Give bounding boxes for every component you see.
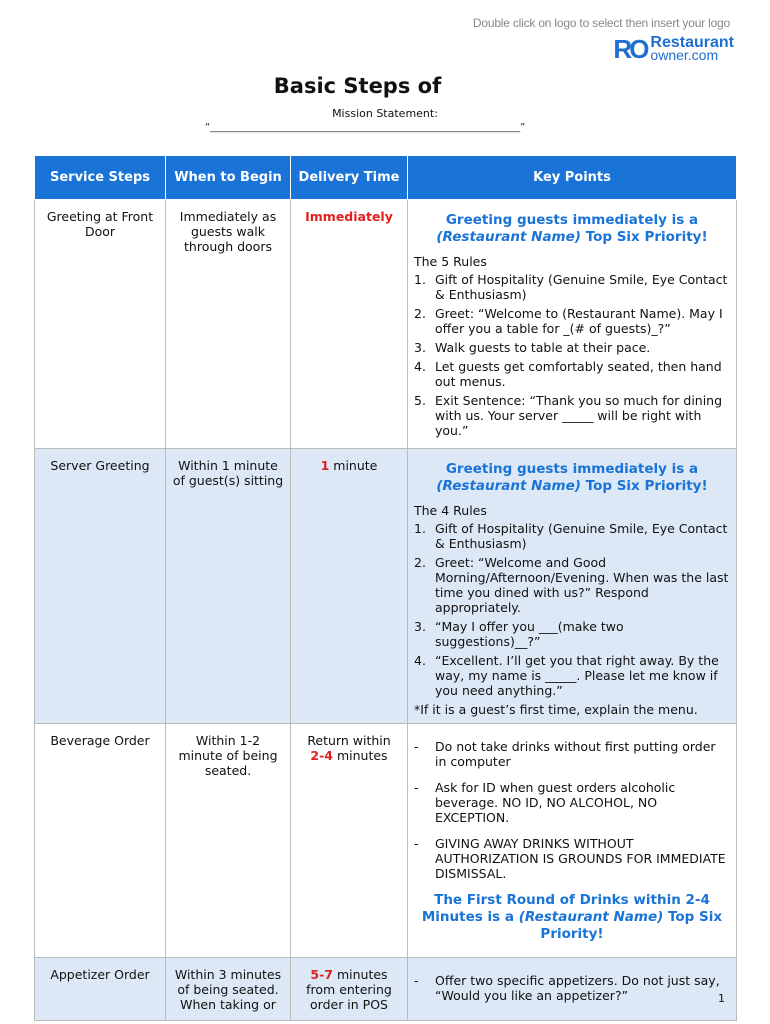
service-step-cell: Server Greeting [35, 449, 166, 724]
delivery-time-rest: minutes from entering order in POS [306, 967, 392, 1012]
list-item: 2. Greet: “Welcome to (Restaurant Name). May I offer you a table for _(# of guests)_?” [414, 306, 723, 336]
logo-hint-text: Double click on logo to select then insert your logo [472, 16, 730, 30]
list-item: - Do not take drinks without first putting order in computer [414, 739, 716, 769]
service-steps-table [34, 155, 737, 1021]
when-to-begin-cell: Within 1 minute of guest(s) sitting [166, 449, 291, 724]
list-item: 4. Let guests get comfortably seated, then hand out menus. [414, 359, 722, 389]
first-time-note: *If it is a guest’s first time, explain the menu. [414, 702, 698, 717]
bullet-list [414, 973, 730, 1003]
table-row [35, 724, 737, 958]
delivery-time-pre: Return within [307, 733, 391, 748]
logo-line-1: Restaurant [650, 34, 734, 51]
restaurant-name-placeholder: (Restaurant Name) [518, 909, 664, 925]
header-delivery-time: Delivery Time [291, 156, 408, 200]
when-to-begin-cell: Within 3 minutes of being seated. When taking or [166, 958, 291, 1021]
rules-subtitle: The 4 Rules [414, 503, 487, 518]
key-points-cell [408, 958, 737, 1021]
priority-heading: Greeting guests immediately is a (Restaurant Name) Top Six Priority! [436, 461, 708, 494]
delivery-time-cell [291, 958, 408, 1021]
list-item: 3. “May I offer you ___(make two suggestions)__?” [414, 619, 624, 649]
header-service-steps: Service Steps [35, 156, 166, 200]
table-row [35, 449, 737, 724]
bullet-list [414, 739, 730, 881]
when-to-begin-cell: Immediately as guests walk through doors [166, 200, 291, 449]
rules-list [414, 521, 730, 698]
rules-list [414, 272, 730, 438]
delivery-time-cell [291, 449, 408, 724]
service-step-cell: Greeting at Front Door [35, 200, 166, 449]
service-step-cell: Beverage Order [35, 724, 166, 958]
list-item: 1. Gift of Hospitality (Genuine Smile, Eye Contact & Enthusiasm) [414, 521, 728, 551]
priority-heading: Greeting guests immediately is a (Restaurant Name) Top Six Priority! [436, 212, 708, 245]
table-header-row [35, 156, 737, 200]
header-when-to-begin: When to Begin [166, 156, 291, 200]
delivery-time-rest: minute [329, 458, 378, 473]
list-item: - GIVING AWAY DRINKS WITHOUT AUTHORIZATION IS GROUNDS FOR IMMEDIATE DISMISSAL. [414, 836, 726, 881]
mission-statement-blank: “______________________________________________________________” [205, 122, 526, 133]
list-item: - Offer two specific appetizers. Do not just say, “Would you like an appetizer?” [414, 973, 720, 1003]
service-step-cell: Appetizer Order [35, 958, 166, 1021]
list-item: 5. Exit Sentence: “Thank you so much for dining with us. Your server _____ will be right with you.” [414, 393, 723, 438]
rules-subtitle: The 5 Rules [414, 254, 487, 269]
company-logo[interactable] [613, 36, 734, 62]
delivery-time-cell [291, 724, 408, 958]
key-points-cell [408, 449, 737, 724]
logo-mark-icon: RO [613, 34, 647, 64]
priority-heading: The First Round of Drinks within 2-4 Minutes is a (Restaurant Name) Top Six Priority! [421, 892, 723, 942]
delivery-time-rest: minutes [333, 748, 388, 763]
delivery-time-highlight: Immediately [305, 209, 393, 224]
key-points-cell [408, 724, 737, 958]
restaurant-name-placeholder: (Restaurant Name) [436, 229, 581, 245]
delivery-time-cell [291, 200, 408, 449]
delivery-time-highlight: 5-7 [310, 967, 333, 982]
delivery-time-highlight: 2-4 [310, 748, 333, 763]
table-row [35, 200, 737, 449]
table-row [35, 958, 737, 1021]
list-item: 1. Gift of Hospitality (Genuine Smile, Eye Contact & Enthusiasm) [414, 272, 728, 302]
list-item: 4. “Excellent. I’ll get you that right away. By the way, my name is _____. Please let me know if you need anything.” [414, 653, 719, 698]
logo-line-2: owner.com [650, 47, 719, 63]
page-title: Basic Steps of [273, 74, 442, 98]
list-item: - Ask for ID when guest orders alcoholic beverage. NO ID, NO ALCOHOL, NO EXCEPTION. [414, 780, 676, 825]
header-key-points: Key Points [408, 156, 737, 200]
page-number: 1 [718, 992, 725, 1005]
restaurant-name-placeholder: (Restaurant Name) [436, 478, 581, 494]
when-to-begin-cell: Within 1-2 minute of being seated. [166, 724, 291, 958]
delivery-time-highlight: 1 [320, 458, 330, 473]
list-item: 2. Greet: “Welcome and Good Morning/Afternoon/Evening. When was the last time you dined with us?” Respond appropriately. [414, 555, 729, 615]
mission-label: Mission Statement: [332, 107, 438, 120]
key-points-cell [408, 200, 737, 449]
list-item: 3. Walk guests to table at their pace. [414, 340, 651, 355]
